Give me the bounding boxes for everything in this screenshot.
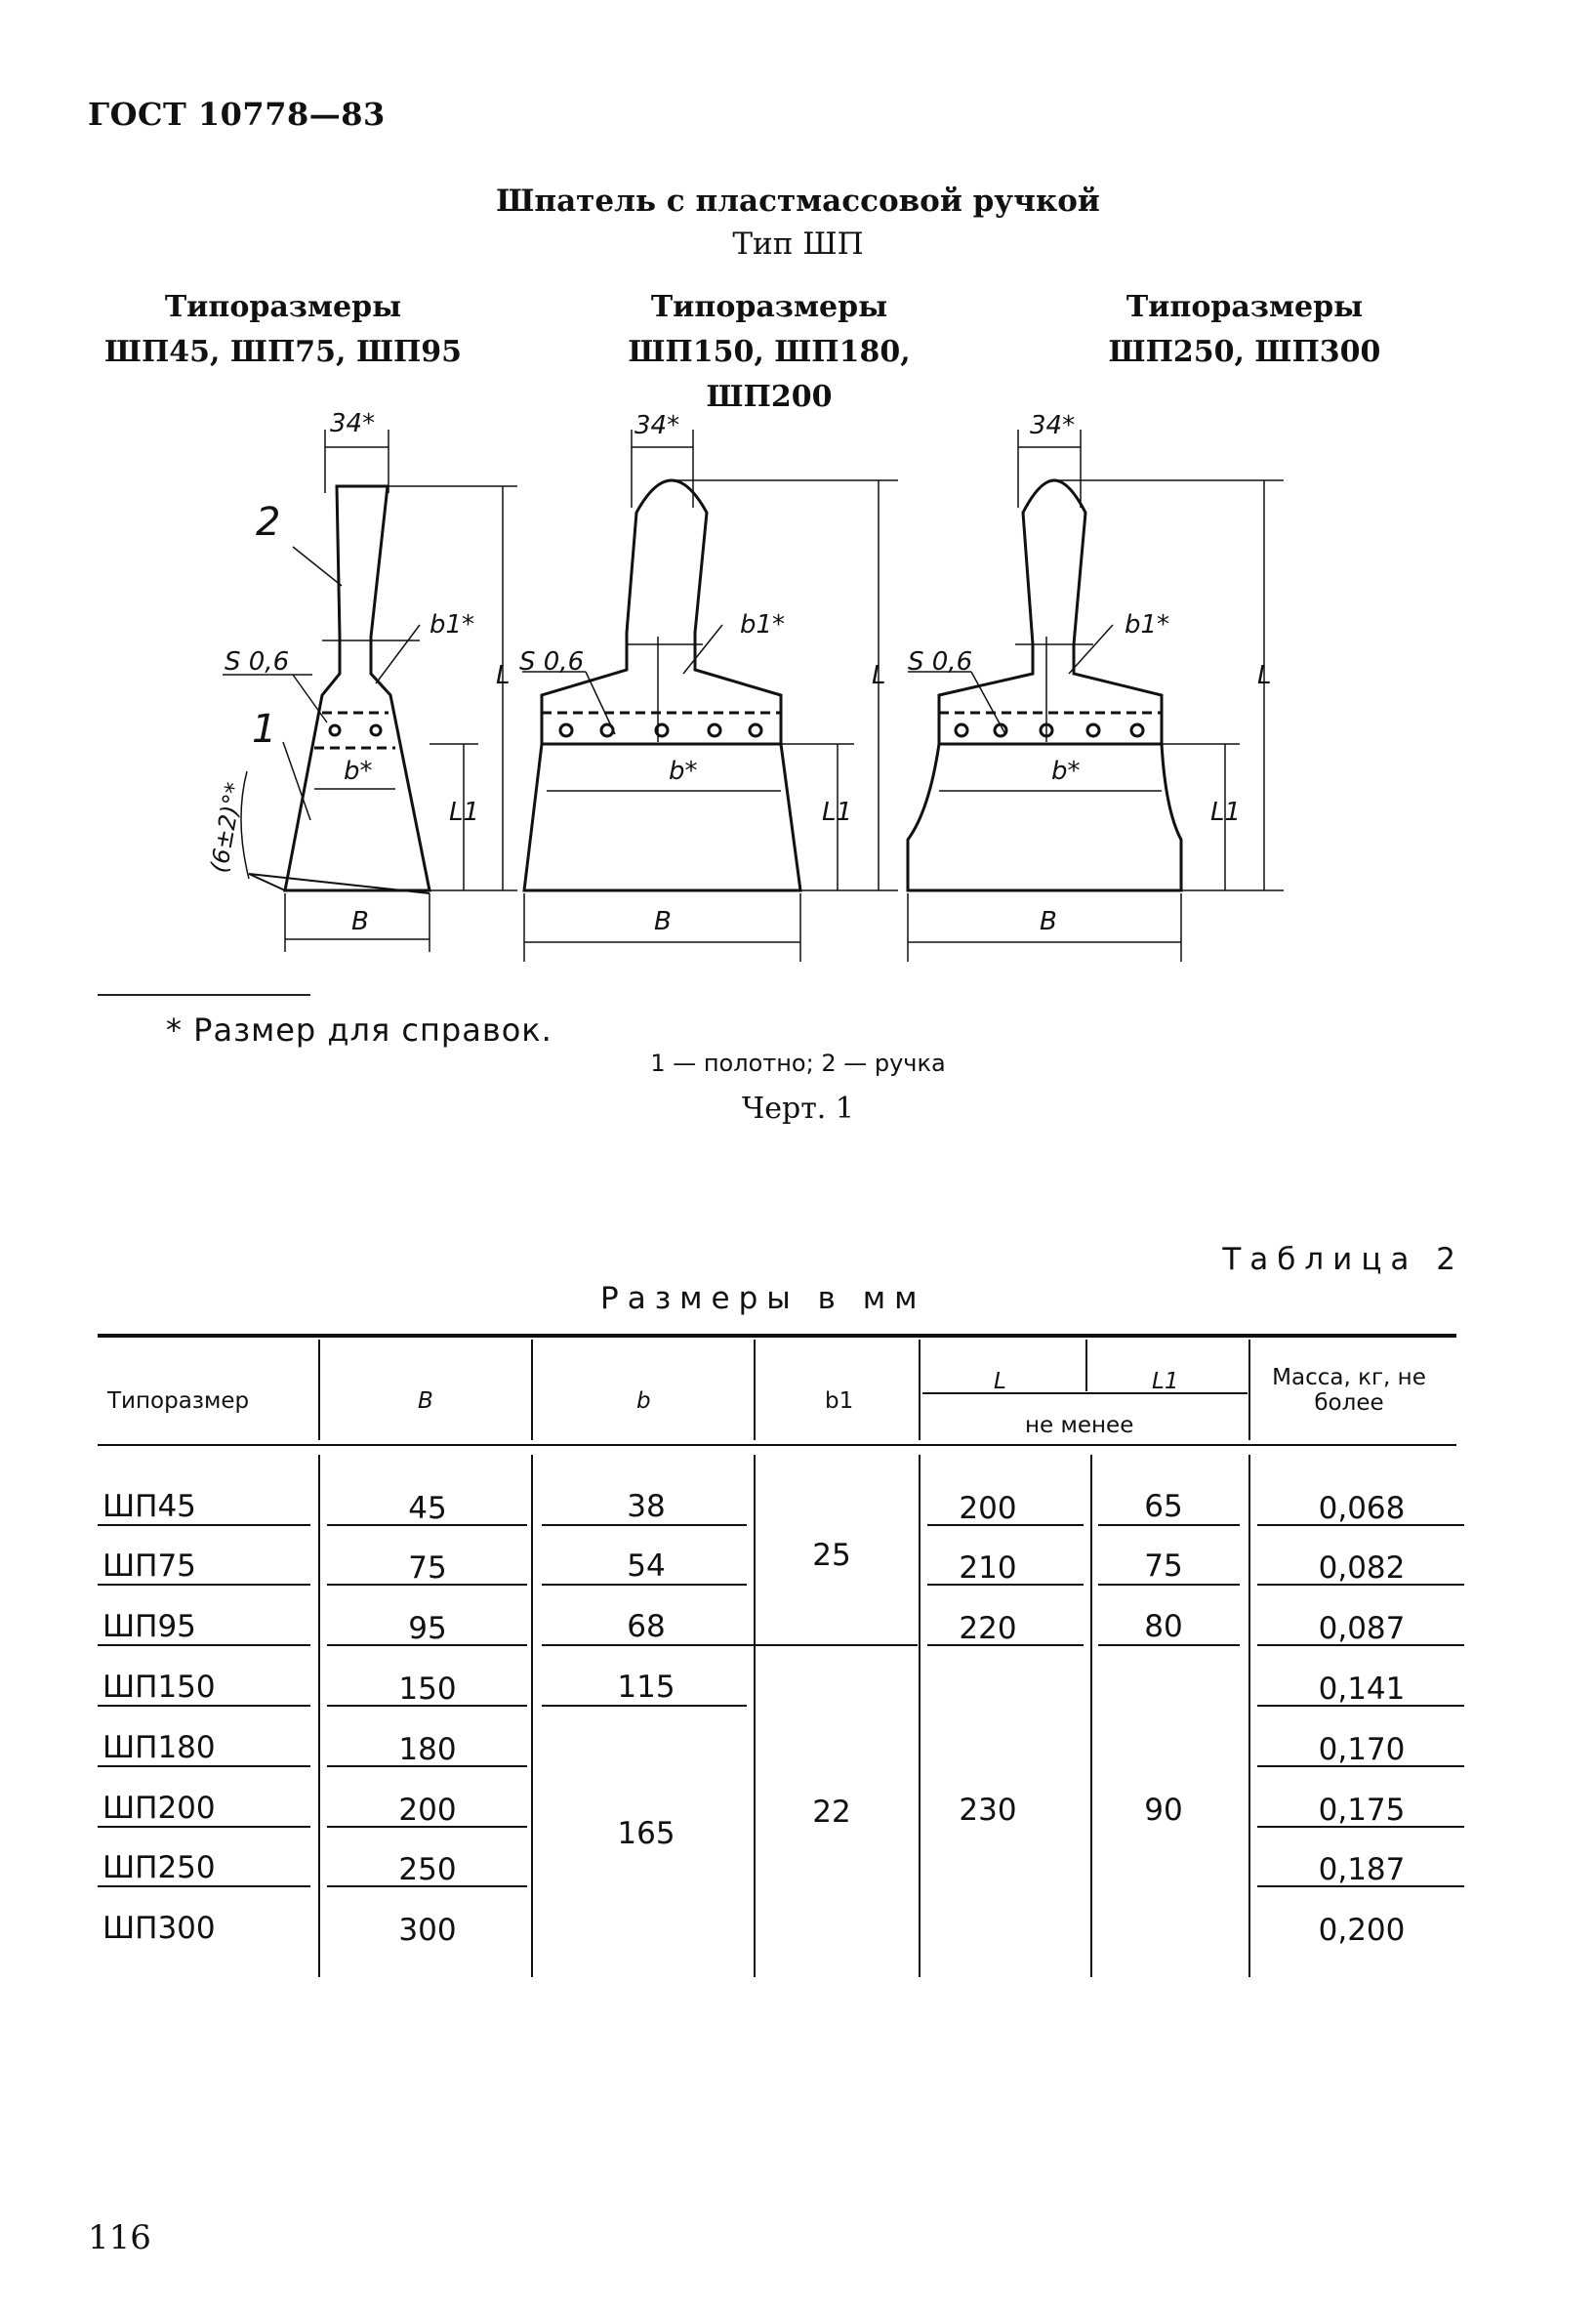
angle-label: (6±2)°* bbox=[205, 780, 249, 876]
size-table bbox=[0, 1318, 1596, 1992]
cell-b: 38 bbox=[627, 1489, 666, 1524]
cell-mass: 0,200 bbox=[1318, 1913, 1406, 1948]
table-title: Таблица 2 bbox=[1222, 1242, 1464, 1277]
dim-label-L: L bbox=[496, 661, 511, 690]
cell-L: 200 bbox=[959, 1491, 1017, 1526]
cell-B: 180 bbox=[398, 1732, 457, 1767]
thickness-label: S 0,6 bbox=[519, 647, 585, 677]
dim-label-B: B bbox=[351, 907, 369, 936]
dim-label-b: b* bbox=[344, 757, 373, 786]
cell-L1: 75 bbox=[1144, 1549, 1183, 1584]
dimension-lines-3 bbox=[908, 430, 1284, 962]
cell-b: 115 bbox=[617, 1670, 675, 1705]
cell-b-merged: 165 bbox=[617, 1816, 675, 1851]
cell-size: ШП200 bbox=[102, 1791, 216, 1826]
dim-label-L: L bbox=[1257, 661, 1272, 690]
dim-label-L1: L1 bbox=[1210, 798, 1242, 827]
cell-size: ШП180 bbox=[102, 1730, 216, 1765]
header-L1: L1 bbox=[1152, 1369, 1179, 1394]
header-size: Типоразмер bbox=[107, 1388, 250, 1414]
dim-label-L: L bbox=[872, 661, 886, 690]
cell-L1: 80 bbox=[1144, 1609, 1183, 1644]
document-subtitle: Тип ШП bbox=[732, 227, 864, 262]
cell-b: 54 bbox=[627, 1549, 666, 1584]
spatula-large-drawing bbox=[908, 480, 1181, 890]
cell-L1-merged: 90 bbox=[1144, 1793, 1183, 1828]
figure-legend: 1 — полотно; 2 — ручка bbox=[650, 1050, 946, 1077]
dim-label-34: 34* bbox=[1030, 411, 1076, 440]
cell-size: ШП75 bbox=[102, 1549, 196, 1584]
dim-label-b: b* bbox=[669, 757, 698, 786]
group-label: Типоразмеры bbox=[1125, 290, 1364, 324]
cell-size: ШП150 bbox=[102, 1670, 216, 1705]
cell-size: ШП95 bbox=[102, 1609, 196, 1644]
cell-mass: 0,087 bbox=[1318, 1611, 1406, 1646]
cell-b: 68 bbox=[627, 1609, 666, 1644]
cell-L: 220 bbox=[959, 1611, 1017, 1646]
callout-1: 1 bbox=[252, 707, 277, 752]
footnote: * Размер для справок. bbox=[166, 1012, 552, 1049]
group-label: Типоразмеры bbox=[650, 290, 888, 324]
document-title: Шпатель с пластмассовой ручкой bbox=[496, 184, 1100, 219]
cell-size: ШП250 bbox=[102, 1850, 216, 1885]
dim-label-B: B bbox=[1040, 907, 1057, 936]
cell-size: ШП45 bbox=[102, 1489, 196, 1524]
cell-L: 210 bbox=[959, 1550, 1017, 1586]
thickness-label: S 0,6 bbox=[908, 647, 973, 677]
dim-label-b1: b1* bbox=[740, 610, 786, 640]
cell-mass: 0,082 bbox=[1318, 1550, 1406, 1586]
group-sizes: ШП250, ШП300 bbox=[1108, 335, 1381, 369]
dim-label-34: 34* bbox=[634, 411, 680, 440]
dimension-lines-2 bbox=[522, 430, 898, 962]
dim-label-B: B bbox=[654, 907, 672, 936]
group-heading-1 bbox=[78, 285, 488, 375]
document-code: ГОСТ 10778—83 bbox=[88, 96, 386, 133]
header-B: B bbox=[418, 1388, 433, 1414]
spatula-drawings bbox=[0, 391, 1596, 976]
dim-label-b: b* bbox=[1051, 757, 1081, 786]
dim-label-34: 34* bbox=[330, 409, 376, 438]
group-label: Типоразмеры bbox=[164, 290, 402, 324]
dim-label-L1: L1 bbox=[449, 798, 480, 827]
header-L: L bbox=[994, 1369, 1006, 1394]
group-heading-3 bbox=[1040, 285, 1450, 375]
cell-B: 150 bbox=[398, 1672, 457, 1707]
cell-B: 75 bbox=[408, 1550, 447, 1586]
cell-B: 250 bbox=[398, 1852, 457, 1887]
cell-B: 45 bbox=[408, 1491, 447, 1526]
cell-L-merged: 230 bbox=[959, 1793, 1017, 1828]
header-min-note: не менее bbox=[1025, 1413, 1134, 1438]
spatula-medium-drawing bbox=[524, 480, 800, 890]
cell-L1: 65 bbox=[1144, 1489, 1183, 1524]
footnote-rule bbox=[98, 994, 310, 996]
cell-mass: 0,187 bbox=[1318, 1852, 1406, 1887]
table-units: Размеры в мм bbox=[600, 1281, 926, 1316]
dim-label-b1: b1* bbox=[1125, 610, 1170, 640]
group-sizes: ШП45, ШП75, ШП95 bbox=[103, 335, 463, 369]
thickness-label: S 0,6 bbox=[225, 647, 290, 677]
spatula-small-drawing bbox=[249, 486, 430, 893]
cell-mass: 0,175 bbox=[1318, 1793, 1406, 1828]
group-sizes: ШП150, ШП180, ШП200 bbox=[628, 335, 911, 414]
cell-b1-merged: 22 bbox=[812, 1795, 851, 1830]
header-b1: b1 bbox=[825, 1388, 854, 1414]
dim-label-L1: L1 bbox=[822, 798, 853, 827]
cell-B: 200 bbox=[398, 1793, 457, 1828]
cell-mass: 0,141 bbox=[1318, 1672, 1406, 1707]
page-number: 116 bbox=[88, 2218, 151, 2257]
cell-B: 300 bbox=[398, 1913, 457, 1948]
header-mass: Масса, кг, не более bbox=[1272, 1365, 1426, 1416]
callout-2: 2 bbox=[256, 500, 281, 545]
header-b: b bbox=[636, 1388, 651, 1414]
cell-mass: 0,170 bbox=[1318, 1732, 1406, 1767]
figure-caption: Черт. 1 bbox=[742, 1092, 854, 1126]
cell-b1-merged: 25 bbox=[812, 1538, 851, 1573]
dim-label-b1: b1* bbox=[430, 610, 475, 640]
cell-B: 95 bbox=[408, 1611, 447, 1646]
cell-mass: 0,068 bbox=[1318, 1491, 1406, 1526]
cell-size: ШП300 bbox=[102, 1911, 216, 1946]
